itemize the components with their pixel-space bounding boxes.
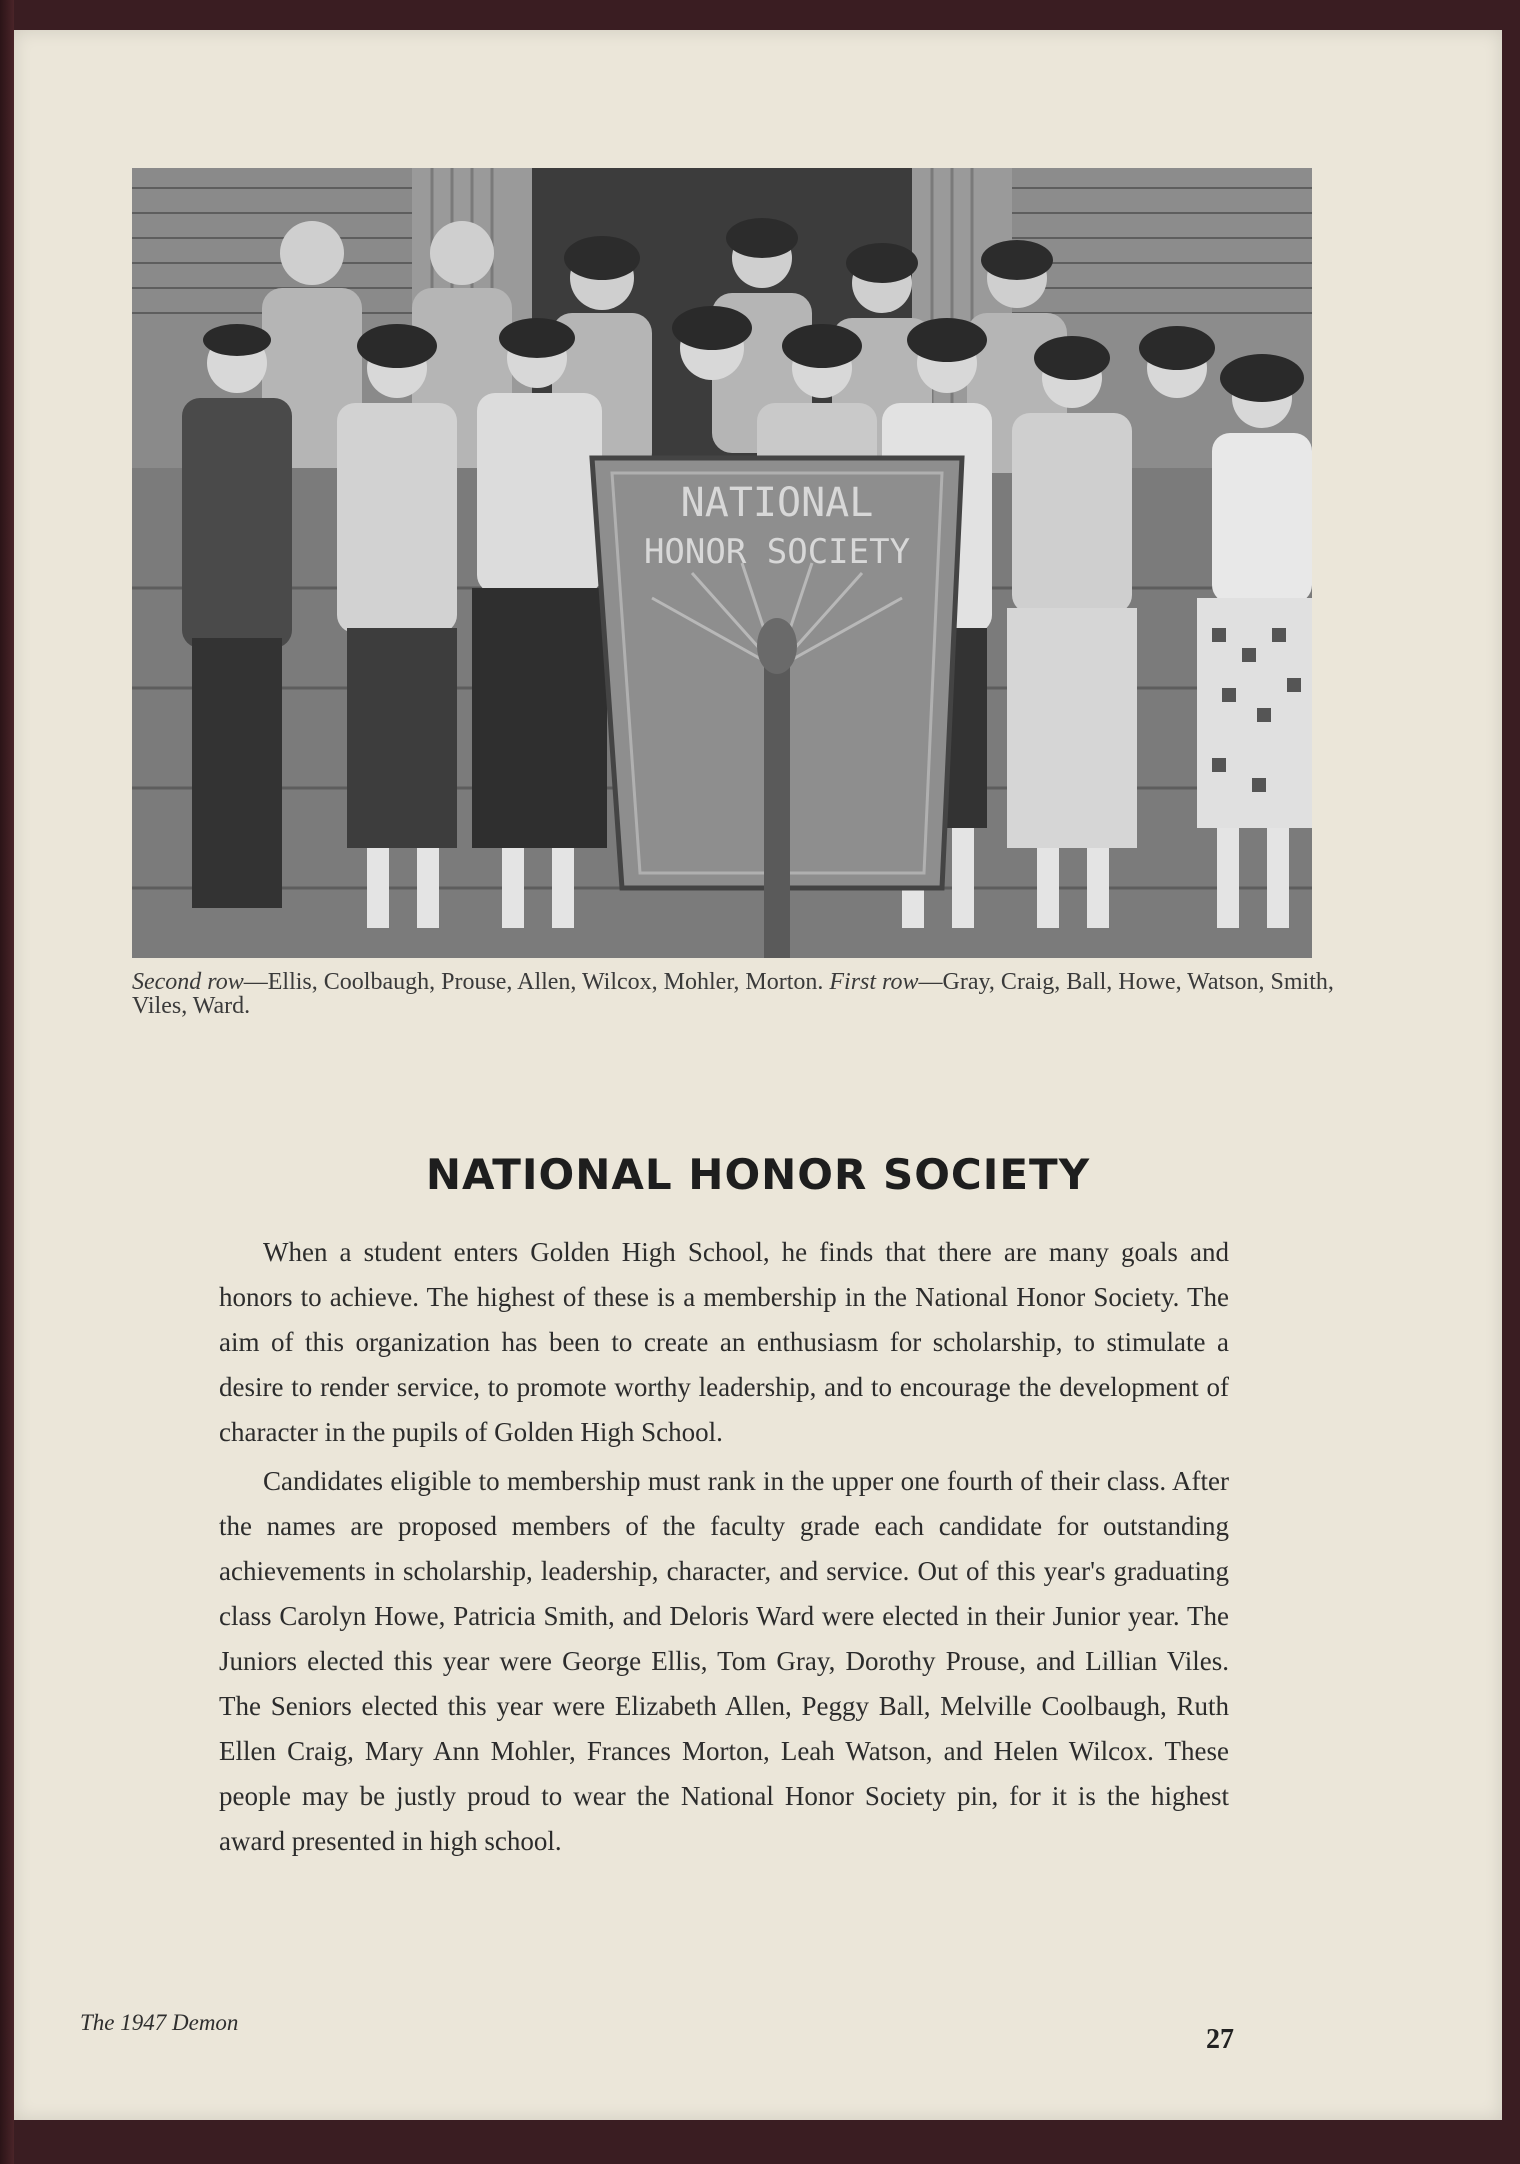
paragraph-1: When a student enters Golden High School, he finds that there are many goals and honors to achieve. The highest of these is a membership in the National Honor Society. The aim of this organization has been to create an enthusiasm for scholarship, to stimulate a desire to render service, to promote worthy leadership, and to encourage the development of character in the pupils of Golden High School. bbox=[219, 1237, 1229, 1447]
caption-second-row-label: Second row bbox=[132, 969, 244, 995]
article-body bbox=[219, 1230, 1229, 1868]
publication-footer: The 1947 Demon bbox=[80, 2010, 239, 2035]
book-binding bbox=[0, 0, 14, 2164]
yearbook-page bbox=[14, 30, 1502, 2120]
sign-text-national: NATIONAL bbox=[680, 480, 874, 526]
page-title: NATIONAL HONOR SOCIETY bbox=[425, 1150, 1091, 1199]
group-photo bbox=[132, 168, 1312, 958]
photo-caption bbox=[132, 970, 1352, 1018]
sign-text-honor-society: HONOR SOCIETY bbox=[643, 532, 911, 572]
paragraph-2: Candidates eligible to membership must rank in the upper one fourth of their class. After the names are proposed members of the faculty grade each candidate for outstanding achievements in scholarship, leadership, character, and service. Out of this year's graduating class Carolyn Howe, Patricia Smith, and Deloris Ward were elected in their Junior year. The Juniors elected this year were George Ellis, Tom Gray, Dorothy Prouse, and Lillian Viles. The Seniors elected this year were Elizabeth Allen, Peggy Ball, Melville Coolbaugh, Ruth Ellen Craig, Mary Ann Mohler, Frances Morton, Leah Watson, and Helen Wilcox. These people may be justly proud to wear the National Honor Society pin, for it is the highest award presented in high school. bbox=[219, 1466, 1229, 1856]
page-number: 27 bbox=[1206, 2024, 1234, 2055]
caption-first-row-label: First row bbox=[829, 969, 919, 995]
caption-first-row-names: —Gray, Craig, Ball, Howe, Watson, Smith, Viles, Ward. bbox=[132, 969, 1334, 1019]
caption-second-row-names: —Ellis, Coolbaugh, Prouse, Allen, Wilcox, Mohler, Morton. bbox=[243, 969, 824, 995]
